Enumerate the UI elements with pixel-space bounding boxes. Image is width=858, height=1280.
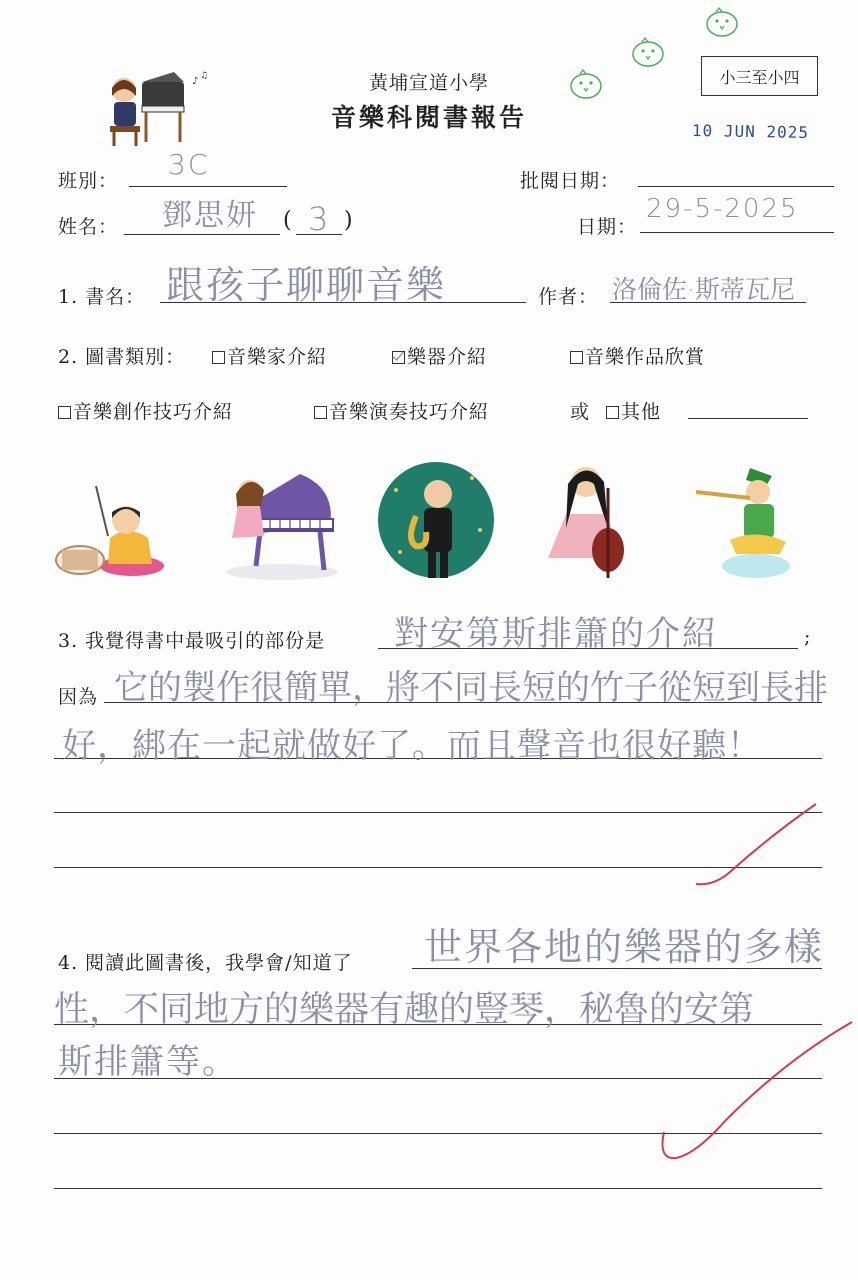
other-line (688, 418, 808, 419)
report-title: 音樂科閱書報告 (330, 103, 527, 132)
option-label: 音樂作品欣賞 (585, 346, 706, 368)
grading-tick-mark (690, 802, 820, 896)
option-music-appreciation[interactable] (570, 342, 705, 369)
author-value: 洛倫佐·斯蒂瓦尼 (612, 275, 795, 304)
option-checkbox[interactable] (314, 406, 327, 419)
name-line (124, 234, 280, 235)
option-label: 其他 (621, 401, 662, 423)
option-checkbox[interactable] (570, 351, 583, 364)
option-performance-skills[interactable] (314, 397, 489, 424)
because-label: 因為 (58, 686, 99, 708)
option-other[interactable] (606, 397, 661, 424)
option-label: 音樂家介紹 (227, 346, 328, 368)
q3-label: 3. 我覺得書中最吸引的部份是 (58, 630, 326, 652)
q3-semicolon: ; (804, 626, 812, 648)
q4-answer-line-3: 斯排簫等。 (58, 1042, 238, 1082)
class-value: 3C (168, 148, 210, 181)
class-line (129, 186, 287, 187)
name-label: 姓名： (58, 216, 119, 238)
svg-text:♪: ♪ (192, 76, 199, 87)
author-label: 作者： (538, 286, 599, 308)
name-value: 鄧思妍 (162, 198, 258, 233)
chick-sticker-icon (702, 4, 742, 42)
number-close: ) (344, 208, 354, 233)
or-text: 或 (570, 401, 591, 423)
number-value: 3 (308, 200, 331, 238)
option-instrument-intro[interactable] (392, 342, 487, 369)
option-musician-intro[interactable] (212, 342, 327, 369)
grading-tick-mark (656, 1020, 856, 1169)
chick-sticker-icon (628, 34, 668, 72)
flutist-illustration (690, 458, 800, 582)
q3-reason-line-1: 它的製作很簡單，將不同長短的竹子從短到長排 (114, 668, 828, 708)
saxophonist-illustration (376, 460, 496, 582)
school-name: 黃埔宣道小學 (368, 72, 489, 94)
book-title-value: 跟孩子聊聊音樂 (166, 263, 447, 307)
option-checkbox[interactable] (392, 351, 405, 364)
q4-line-5 (54, 1188, 822, 1189)
option-label: 樂器介紹 (407, 346, 488, 368)
class-label: 班別： (58, 170, 119, 192)
option-label: 音樂演奏技巧介紹 (329, 401, 490, 423)
cellist-illustration (542, 458, 642, 582)
piano-girl-illustration (220, 466, 340, 582)
grade-box: 小三至小四 (701, 56, 818, 96)
date-line (640, 232, 834, 233)
review-date-label: 批閱日期： (520, 170, 621, 192)
q2-label: 2. 圖書類別： (58, 346, 186, 368)
drummer-illustration (52, 478, 168, 584)
date-value: 29-5-2025 (646, 194, 799, 224)
number-open: ( (283, 208, 293, 233)
q4-answer-line-2: 性，不同地方的樂器有趣的豎琴，秘魯的安第 (54, 990, 755, 1030)
q3-reason-line-2: 好，綁在一起就做好了。而且聲音也很好聽！ (62, 726, 762, 766)
date-stamp: 10 JUN 2025 (691, 120, 810, 143)
q3-answer: 對安第斯排簫的介紹 (394, 614, 718, 654)
option-label: 音樂創作技巧介紹 (73, 401, 234, 423)
chick-sticker-icon (566, 66, 606, 104)
date-label: 日期： (577, 216, 638, 238)
option-checkbox[interactable] (212, 351, 225, 364)
q1-label: 1. 書名： (58, 286, 146, 308)
q4-label: 4. 閱讀此圖書後，我學會/知道了 (58, 952, 353, 974)
option-checkbox[interactable] (606, 406, 619, 419)
svg-text:♫: ♫ (200, 71, 209, 81)
q4-answer-line-1: 世界各地的樂器的多樣 (424, 925, 825, 969)
review-date-line (638, 186, 834, 187)
option-composition-skills[interactable] (58, 397, 233, 424)
option-checkbox[interactable] (58, 406, 71, 419)
